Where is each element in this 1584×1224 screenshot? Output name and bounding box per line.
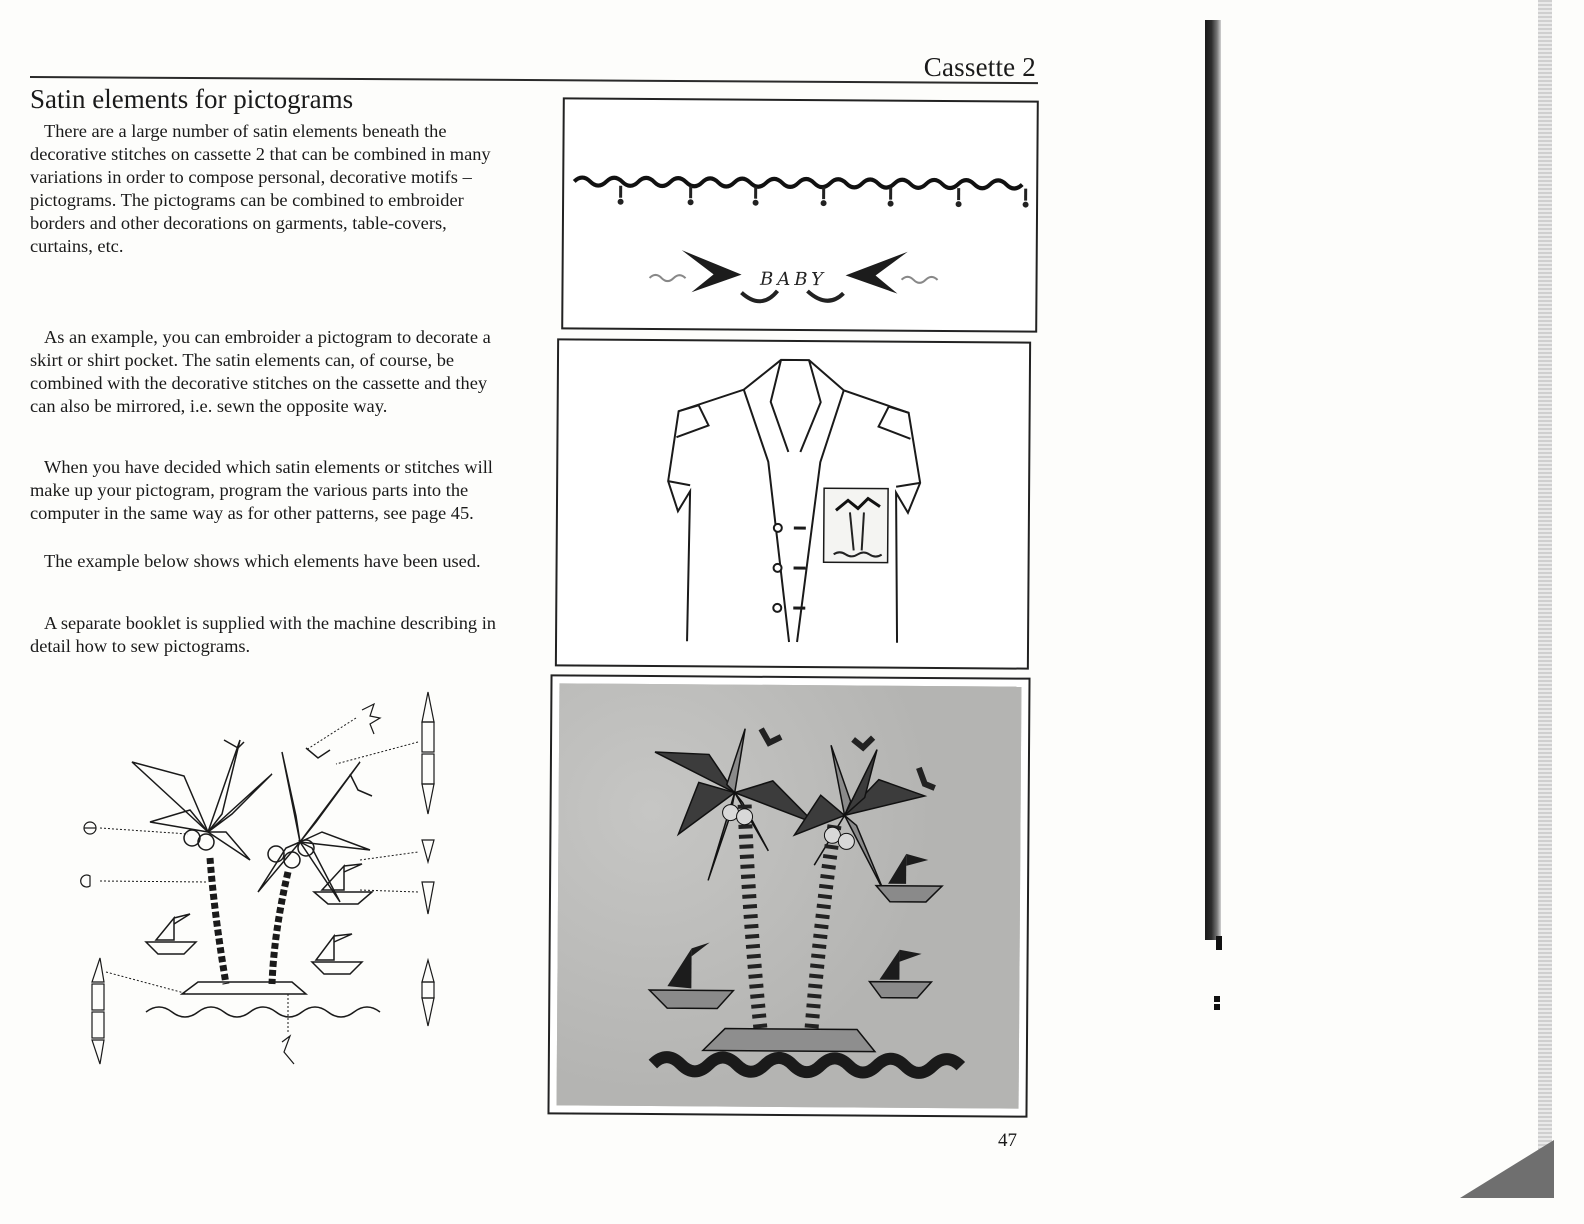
header-rule — [30, 76, 1038, 84]
paragraph-example: As an example, you can embroider a pictogram to decorate a skirt or shirt pocket. The satin elements can, of course, be combined with the decorative stitches on the cassette and they can also be mirrored, i.e. sewn the opposite way. — [30, 327, 491, 416]
binding-mark — [1214, 996, 1220, 1002]
shirt-figure — [555, 338, 1031, 669]
paragraph-programming: When you have decided which satin elements or stitches will make up your pictogram, program the various parts into the computer in the same way as for other patterns, see page 45. — [30, 457, 493, 523]
paragraph-booklet: A separate booklet is supplied with the machine describing in detail how to sew pictograms. — [30, 613, 496, 656]
embroidered-pictogram-photo — [547, 674, 1030, 1117]
pocket-pictogram — [824, 488, 889, 562]
border-sample-illustration — [563, 99, 1037, 330]
shirt-illustration — [557, 340, 1029, 667]
baby-motif — [649, 250, 937, 303]
section-label: Cassette 2 — [923, 52, 1036, 82]
page-edge — [1538, 0, 1552, 1160]
pictogram-elements-diagram — [60, 682, 480, 1082]
border-sample-figure — [561, 97, 1039, 332]
baby-text: BABY — [759, 268, 828, 291]
book-binding-shadow — [1205, 20, 1221, 940]
palm-island-embroidery — [557, 683, 1024, 1110]
paragraph-intro: There are a large number of satin elements beneath the decorative stitches on cassette 2 that can be combined in many variations in order to compose personal, decorative motifs – pictograms. The pictograms can be combined to embroider borders and other decorations on garments, table-covers, curtains, etc. — [30, 121, 491, 256]
palm-island-line-diagram — [60, 682, 480, 1082]
paragraph-elements-used: The example below shows which elements have been used. — [44, 551, 481, 571]
photo-background — [557, 683, 1022, 1108]
binding-mark — [1216, 936, 1222, 950]
page-number: 47 — [998, 1130, 1017, 1151]
binding-mark — [1214, 1004, 1220, 1010]
page-corner-shadow — [1460, 1140, 1554, 1198]
page-title: Satin elements for pictograms — [30, 84, 354, 114]
